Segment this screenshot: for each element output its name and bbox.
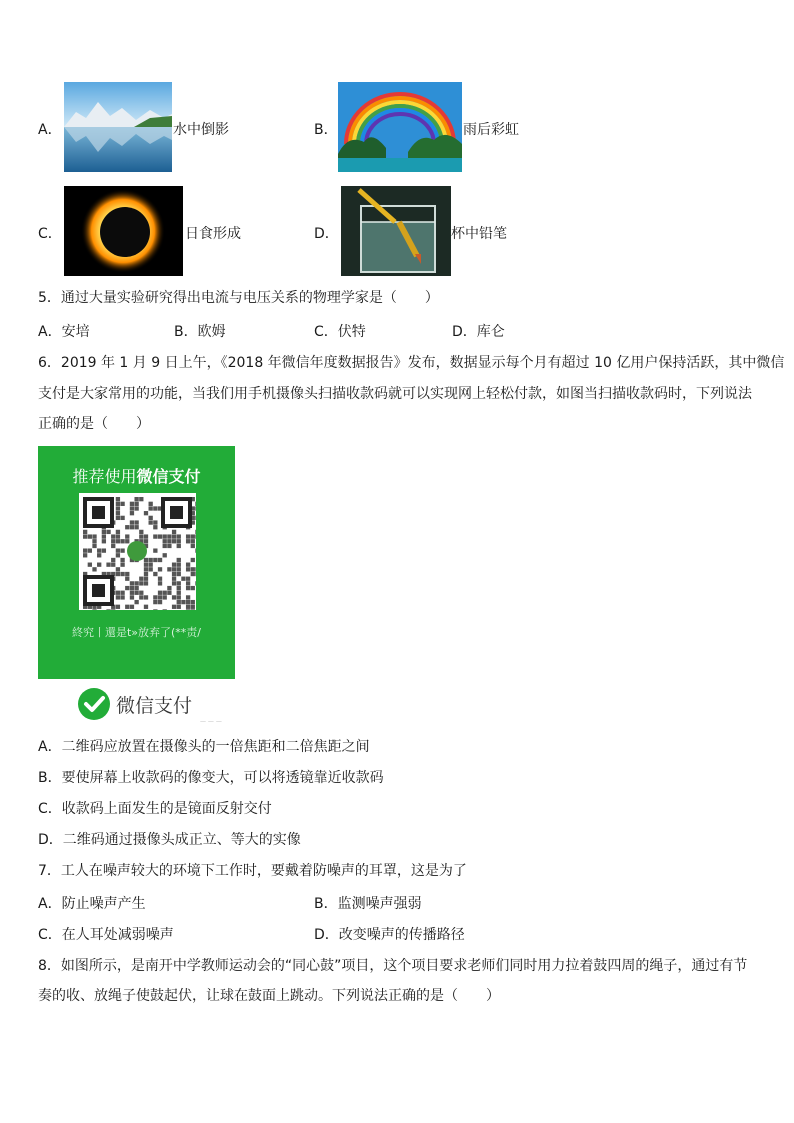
qr-card-title xyxy=(38,464,235,487)
rainbow-over-islands-image xyxy=(338,82,462,172)
q6-option-d: D．二维码通过摄像头成正立、等大的实像 xyxy=(38,832,301,848)
q7-option-c: C．在人耳处减弱噪声 xyxy=(38,927,174,943)
q6-option-c: C．收款码上面发生的是镜面反射交付 xyxy=(38,801,272,817)
q7-option-d: D．改变噪声的传播路径 xyxy=(314,927,465,943)
pencil-in-glass-image xyxy=(341,186,451,276)
q5-stem: 5．通过大量实验研究得出电流与电压关系的物理学家是（ ） xyxy=(38,290,439,306)
q6-stem-line-1: 6．2019 年 1 月 9 日上午，《2018 年微信年度数据报告》发布，数据显示每个月有超过 10 亿用户保持活跃，其中微信 xyxy=(38,355,785,371)
qr-title-bold: 微信支付 xyxy=(136,467,201,486)
q4-option-c-caption: 日食形成 xyxy=(185,226,241,242)
q4-option-a-caption: 水中倒影 xyxy=(173,122,229,138)
q7-option-b: B．监测噪声强弱 xyxy=(314,896,422,912)
wechat-pay-qr-card xyxy=(38,446,235,679)
qr-card-footer: 終究丨還是t»放弃了(**责/ xyxy=(71,626,202,639)
q6-stem-line-3: 正确的是（ ） xyxy=(38,416,150,432)
q5-option-a: A．安培 xyxy=(38,324,90,340)
q4-option-d-caption: 杯中铅笔 xyxy=(451,226,507,242)
q8-stem-line-2: 奏的收、放绳子使鼓起伏，让球在鼓面上跳动。下列说法正确的是（ ） xyxy=(38,988,500,1004)
q8-stem-line-1: 8．如图所示，是南开中学教师运动会的“同心鼓”项目，这个项目要求老师们同时用力拉着鼓四周的绳子，通过有节 xyxy=(38,958,748,974)
q5-option-c: C．伏特 xyxy=(314,324,366,340)
q6-option-a: A．二维码应放置在摄像头的一倍焦距和二倍焦距之间 xyxy=(38,739,370,755)
qr-code-image xyxy=(79,493,196,610)
mountain-lake-reflection-image xyxy=(64,82,172,172)
q5-option-d: D．库仑 xyxy=(452,324,505,340)
wechat-pay-logo-icon xyxy=(78,688,110,720)
q7-option-a: A．防止噪声产生 xyxy=(38,896,146,912)
wechat-pay-underline-decor: — — — xyxy=(200,718,222,725)
q5-option-b: B．欧姆 xyxy=(174,324,226,340)
q4-option-b-letter: B． xyxy=(314,122,338,138)
q4-option-d-letter: D． xyxy=(314,226,339,242)
solar-eclipse-image xyxy=(64,186,183,276)
q4-option-b-caption: 雨后彩虹 xyxy=(463,122,519,138)
q6-stem-line-2: 支付是大家常用的功能，当我们用手机摄像头扫描收款码就可以实现网上轻松付款，如图当扫描收款码时，下列说法 xyxy=(38,386,752,402)
q4-option-a-letter: A． xyxy=(38,122,62,138)
q4-option-c-letter: C． xyxy=(38,226,62,242)
q7-stem: 7．工人在噪声较大的环境下工作时，要戴着防噪声的耳罩，这是为了 xyxy=(38,863,467,879)
qr-title-prefix: 推荐使用 xyxy=(72,467,137,486)
q6-option-b: B．要使屏幕上收款码的像变大，可以将透镜靠近收款码 xyxy=(38,770,384,786)
wechat-pay-brand-label: 微信支付 xyxy=(116,695,193,717)
